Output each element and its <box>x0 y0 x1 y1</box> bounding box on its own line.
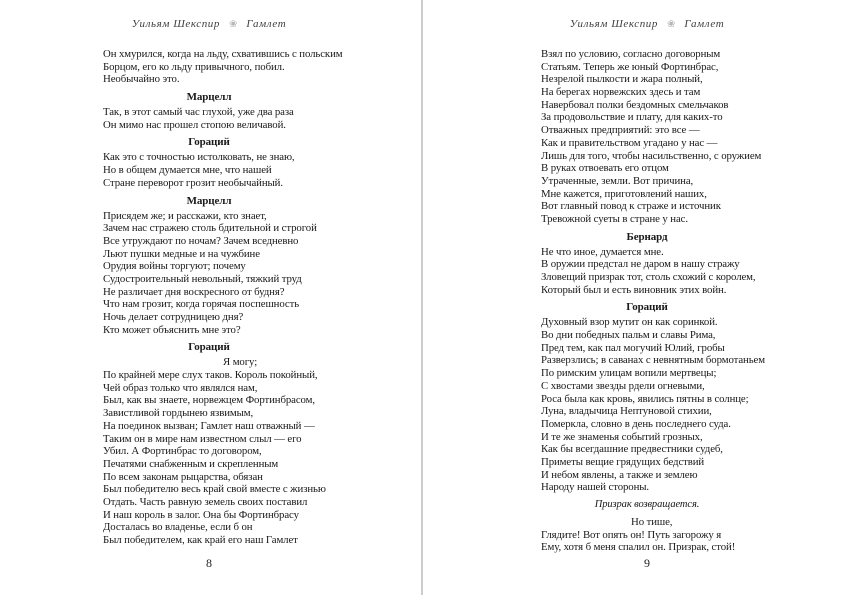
verse-line: Как это с точностью истолковать, не знаю, <box>103 151 295 164</box>
verse-line: На берегах норвежских здесь и там <box>541 86 701 99</box>
verse-block <box>541 48 762 226</box>
verse-line: Был победителю весь край свой вместе с жизнью <box>103 483 326 496</box>
verse-line: Льют пушки медные и на чужбине <box>103 247 260 260</box>
verse-line: Присядем же; и расскажи, кто знает, <box>103 209 267 222</box>
verse-line: Так, в этот самый час глухой, уже два раза <box>103 106 294 119</box>
verse-line: Взял по условию, согласно договорным <box>541 48 721 60</box>
verse-line: На поединок вызван; Гамлет наш отважный — <box>103 419 315 432</box>
verse-line: Не что иное, думается мне. <box>541 245 664 258</box>
page-divider <box>421 0 423 595</box>
verse-line: Был, как вы знаете, норвежцем Фортинбрасом, <box>103 394 315 407</box>
verse-line: Стране переворот грозит необычайный. <box>103 176 283 189</box>
verse-line: Отважных предприятий: это все — <box>541 124 700 137</box>
verse-line: Я могу; <box>223 356 258 369</box>
verse-line: Луна, владычица Нептуновой стихии, <box>541 405 712 418</box>
verse-line: За продовольствие и плату, для каких-то <box>541 111 723 124</box>
verse-line: Но в общем думается мне, что нашей <box>103 164 272 177</box>
running-head-author: Уильям Шекспир <box>131 18 221 30</box>
verse-line: Он хмурился, когда на льду, схватившись с польским <box>103 48 343 60</box>
running-head <box>541 18 753 30</box>
verse-line: Приметы вещие грядущих бедствий <box>541 455 705 468</box>
verse-line: Чей образ только что являлся нам, <box>103 381 258 394</box>
running-head-title: Гамлет <box>246 18 287 30</box>
verse-line: Зачем нас стражею столь бдительной и строгой <box>103 222 317 235</box>
verse-line: Разверзлись; в саванах с невнятным бормотаньем <box>541 354 765 367</box>
verse-line: Как и правительством угадано у нас — <box>541 136 718 149</box>
verse-line: Убил. А Фортинбрас то договором, <box>103 445 262 458</box>
verse-line: Не различает дня воскресного от будня? <box>103 285 285 298</box>
verse-line: Статьям. Теперь же юный Фортинбрас, <box>541 60 719 73</box>
verse-line: Отдать. Часть равную земель своих поставил <box>103 495 308 508</box>
verse-block <box>103 210 315 337</box>
verse-line: По крайней мере слух таков. Король покойный, <box>103 369 318 382</box>
verse-line: Завистливой гордынею язвимым, <box>103 407 254 420</box>
verse-line: Борцом, его ко льду привычного, побил. <box>103 60 285 73</box>
verse-line: Орудия войны торгуют; почему <box>103 260 246 273</box>
flower-ornament-icon: ❀ <box>667 18 676 30</box>
verse-line: Но тише, <box>631 516 673 528</box>
verse-line: Печатями снабженным и скрепленным <box>103 457 279 470</box>
verse-line: Зловещий призрак тот, столь схожий с королем, <box>541 271 756 283</box>
page-content <box>103 48 343 547</box>
page-recto <box>541 0 765 595</box>
verse-line: Как бы всегдашние предвестники судеб, <box>541 443 723 456</box>
verse-line: С хвостами звезды рдели огневыми, <box>541 379 705 392</box>
verse-line: И небом явлены, а также и землею <box>541 468 698 481</box>
verse-block <box>103 356 326 546</box>
verse-block <box>103 151 315 189</box>
verse-line: Глядите! Вот опять он! Путь загорожу я <box>541 528 722 541</box>
verse-line: Навербовал полки бездомных смельчаков <box>541 98 729 111</box>
verse-line: Незрелой пылкости и жара полный, <box>541 73 703 86</box>
verse-line: Вот главный повод к страже и источник <box>541 200 721 213</box>
verse-line: Досталась во владенье, если б он <box>103 521 253 534</box>
verse-line: Утраченные, земли. Вот причина, <box>541 174 694 187</box>
speaker-heading: Гораций <box>188 136 230 149</box>
verse-line: В оружии предстал не даром в нашу стражу <box>541 258 740 271</box>
verse-line: В руках отвоевать его отцом <box>541 162 669 175</box>
running-head-author: Уильям Шекспир <box>569 18 659 30</box>
speaker-heading: Марцелл <box>186 91 232 104</box>
verse-line: Народу нашей стороны. <box>541 481 650 494</box>
page-number: 9 <box>644 556 650 570</box>
verse-line: По римским улицам вопили мертвецы; <box>541 367 717 380</box>
verse-line: И наш король в залог. Она бы Фортинбрасу <box>103 508 299 521</box>
page-number: 8 <box>206 556 212 570</box>
stage-direction: Призрак возвращается. <box>594 499 700 510</box>
verse-line: Судостроительный невольный, тяжкий труд <box>103 272 302 285</box>
verse-line: Что нам грозит, когда горячая поспешность <box>103 298 300 311</box>
verse-line: Все утруждают по ночам? Зачем вседневно <box>103 234 299 247</box>
verse-line: Таким он в мире нам известном слыл — его <box>103 432 302 445</box>
running-head <box>103 18 315 30</box>
verse-block <box>103 48 343 86</box>
verse-block <box>541 245 756 297</box>
verse-line: Пред тем, как пал могучий Юлий, гробы <box>541 341 725 354</box>
speaker-heading: Гораций <box>626 301 668 314</box>
verse-line: Был победителем, как край его наш Гамлет <box>103 534 298 546</box>
flower-ornament-icon: ❀ <box>229 18 238 30</box>
verse-line: Кто может объяснить мне это? <box>103 323 241 336</box>
verse-line: Тревожной суеты в стране у нас. <box>541 212 688 225</box>
verse-line: Лишь для того, чтобы насильственно, с оружием <box>541 149 762 162</box>
verse-line: Мне кажется, приготовлений наших, <box>541 187 707 200</box>
running-head-title: Гамлет <box>684 18 725 30</box>
verse-block <box>541 316 765 494</box>
verse-line: Померкла, словно в день последнего суда. <box>541 417 731 430</box>
verse-line: Который был и есть виновник этих войн. <box>541 283 727 296</box>
verse-line: По всем законам рыцарства, обязан <box>103 470 263 483</box>
verse-line: Ночь делает сотрудницею дня? <box>103 311 244 323</box>
verse-line: Духовный взор мутит он как соринкой. <box>541 316 718 329</box>
speaker-heading: Марцелл <box>186 194 232 207</box>
verse-line: Во дни победных пальм и славы Рима, <box>541 329 716 342</box>
verse-line: Роса была как кровь, явились пятны в солнце; <box>541 392 749 405</box>
verse-block <box>541 516 753 554</box>
verse-line: Ему, хотя б меня спалил он. Призрак, стой! <box>541 541 736 554</box>
speaker-heading: Гораций <box>188 341 230 354</box>
page-verso <box>103 0 343 595</box>
verse-line: Необычайно это. <box>103 73 180 86</box>
verse-line: И те же знаменья событий грозных, <box>541 430 703 443</box>
verse-line: Он мимо нас прошел стопою величавой. <box>103 118 286 131</box>
speaker-heading: Бернард <box>626 230 668 243</box>
page-content <box>541 48 765 554</box>
verse-block <box>103 106 315 131</box>
